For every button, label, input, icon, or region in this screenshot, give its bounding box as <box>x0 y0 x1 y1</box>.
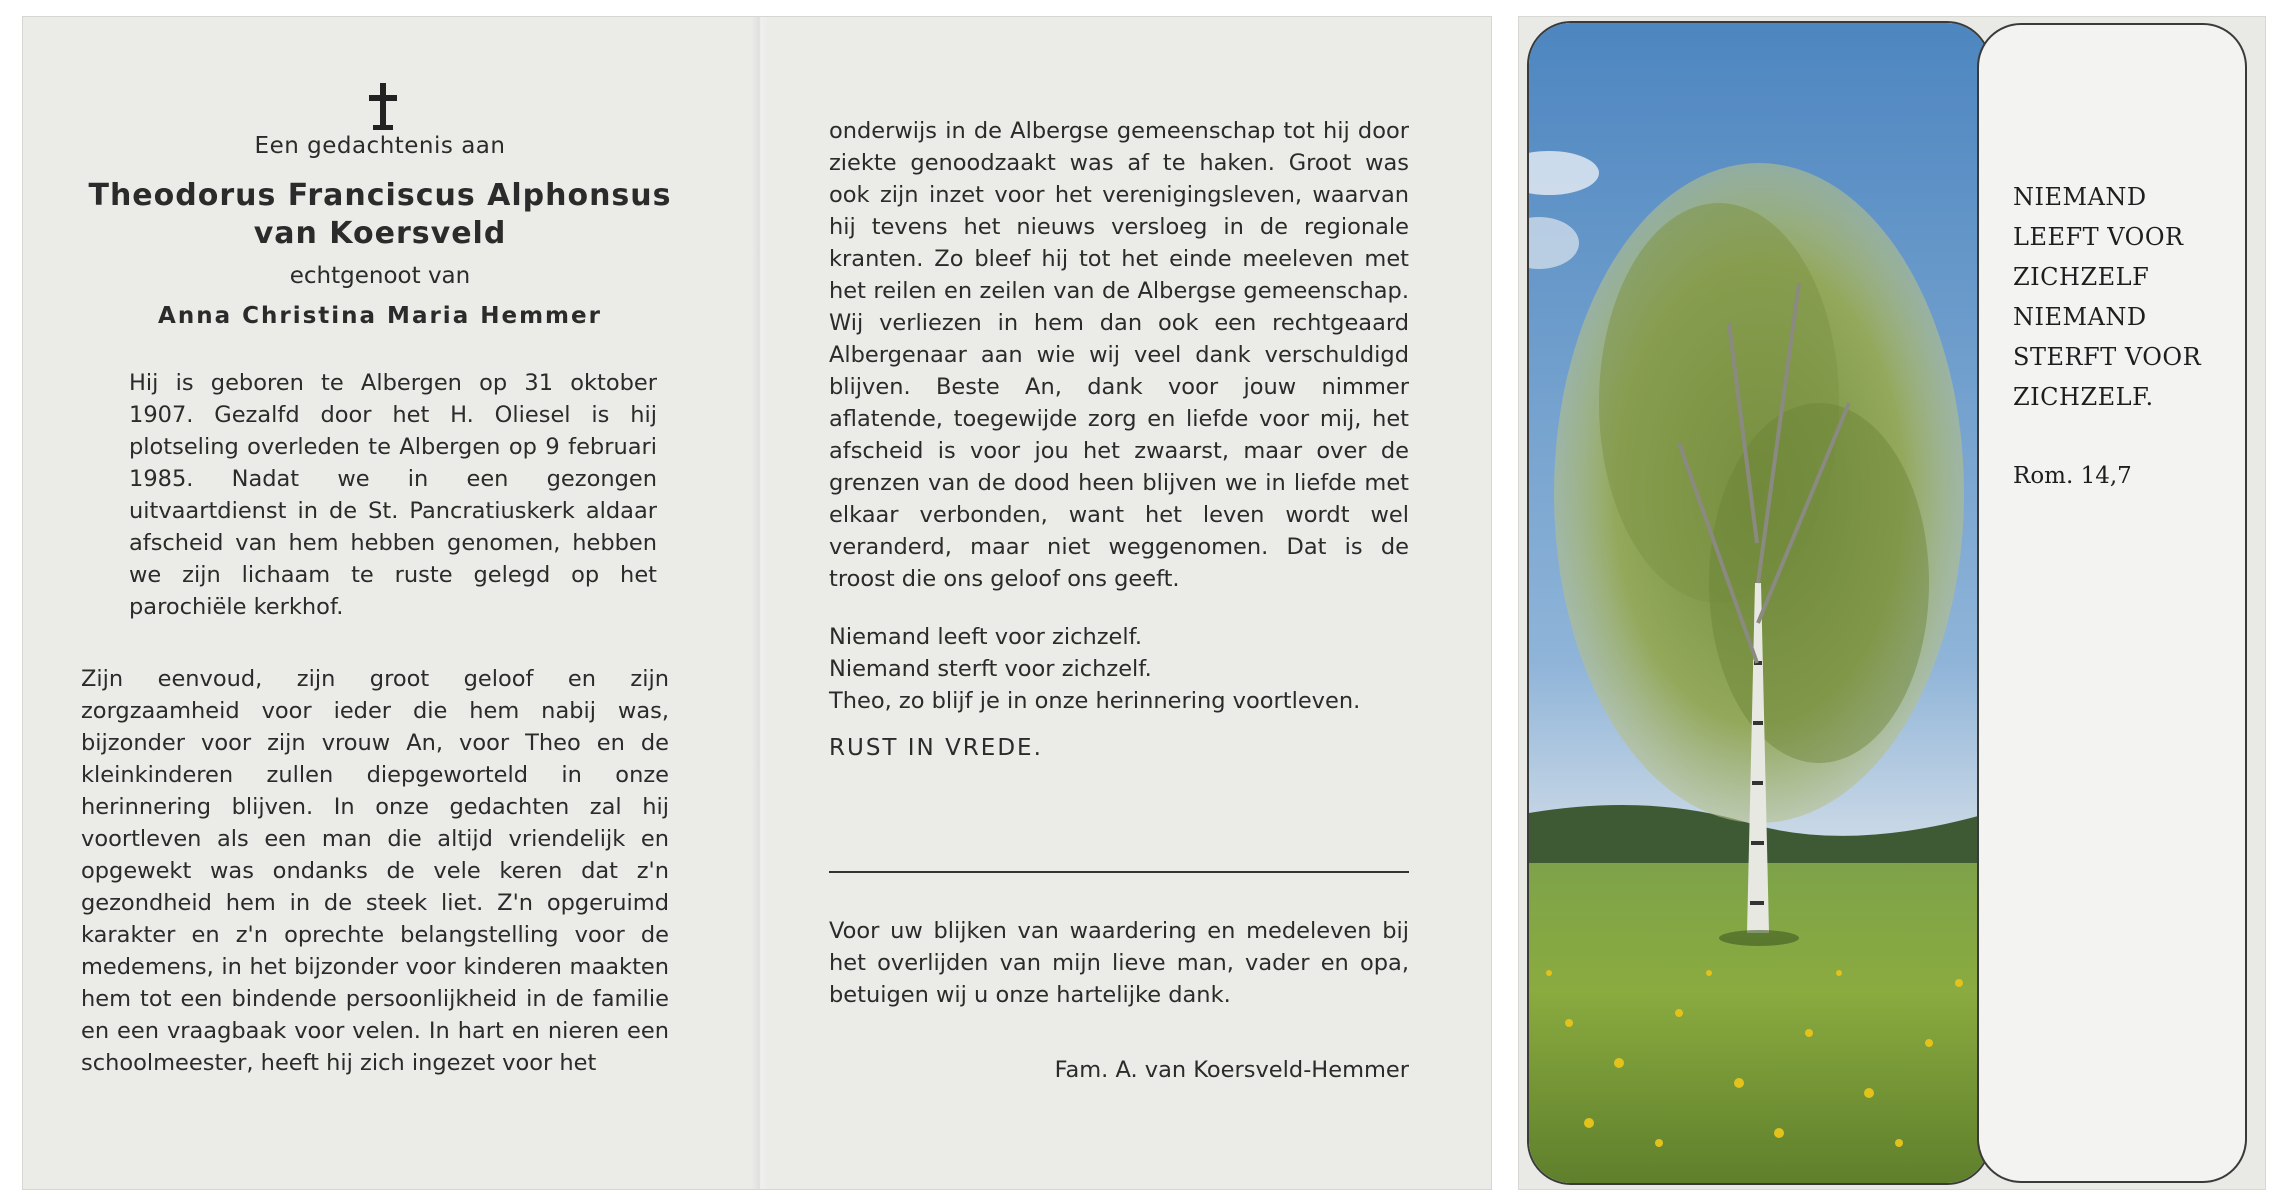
birch-tree-photo <box>1527 21 1991 1185</box>
family-signature: Fam. A. van Koersveld-Hemmer <box>1054 1057 1409 1083</box>
landscape-image <box>1529 23 1989 1183</box>
verse-line: NIEMAND <box>2013 183 2147 211</box>
rust-in-vrede: RUST IN VREDE. <box>829 735 1043 761</box>
verse-reference: Rom. 14,7 <box>2013 463 2132 489</box>
verse-line: NIEMAND <box>2013 303 2147 331</box>
card-fold <box>752 17 768 1189</box>
verse-line: ZICHZELF <box>2013 263 2150 291</box>
biography-paragraph: Hij is geboren te Albergen op 31 oktober 1907. Gezalfd door het H. Oliesel is hij plotseling overleden te Albergen op 9 februari 1985. Nadat we in een gezongen uitvaartdienst in de St. Pancratiuskerk aldaar afscheid van hem hebben genomen, hebben we zijn lichaam te ruste gelegd op het parochiële kerkhof. <box>129 370 657 620</box>
continuation-paragraph: onderwijs in de Albergse gemeenschap tot hij door ziekte genoodzaakt was af te haken. Groot was ook zijn inzet voor het verenigingsleven, waarvan hij tevens het nieuws versloeg in de regionale kranten. Zo bleef hij tot het einde meeleven met het reilen en zeilen van de Albergse gemeenschap. Wij verliezen in hem dan ook een rechtgeaard Albergenaar aan wie wij veel dank verschuldigd blijven. Beste An, dank voor jouw nimmer aflatende, toegewijde zorg en liefde voor mij, het afscheid is voor jou het zwaarst, maar over de grenzen van de dood heen blijven we in liefde met elkaar verbonden, want het leven wordt wel veranderd, maar niet weggenomen. Dat is de troost die ons geloof ons geeft. <box>829 118 1409 592</box>
verse-line: STERFT VOOR <box>2013 343 2202 371</box>
spouse-intro: echtgenoot van <box>289 263 471 289</box>
intro-text: Een gedachtenis aan <box>254 133 506 159</box>
name-line-1: Theodorus Franciscus Alphonsus <box>88 178 672 213</box>
spouse-name: Anna Christina Maria Hemmer <box>158 303 602 329</box>
cross-icon <box>353 77 413 137</box>
verse-panel <box>1977 23 2247 1183</box>
name-line-2: van Koersveld <box>253 216 507 251</box>
remembrance-paragraph: Zijn eenvoud, zijn groot geloof en zijn zorgzaamheid voor ieder die hem nabij was, bijzonder voor zijn vrouw An, voor Theo en de kleinkinderen zullen diepgeworteld in onze herinnering blijven. In onze gedachten zal hij voortleven als een man die altijd vriendelijk en opgewekt was ondanks de vele keren dat z'n gezondheid hem in de steek liet. Z'n opgeruimd karakter en z'n oprechte belangstelling voor de medemens, in het bijzonder voor kinderen maakten hem tot een bindende persoonlijkheid in de familie en een vraagbaak voor velen. In hart en nieren een schoolmeester, heeft hij zich ingezet voor het <box>81 666 669 1076</box>
closing-lines <box>829 621 1409 717</box>
closing-line-3: Theo, zo blijf je in onze herinnering voortleven. <box>829 688 1361 714</box>
memorial-card-inside <box>22 16 1492 1190</box>
memorial-card-outside <box>1518 16 2266 1190</box>
deceased-name <box>81 177 679 253</box>
divider <box>829 871 1409 873</box>
verse-line: LEEFT VOOR <box>2013 223 2184 251</box>
verse-line: ZICHZELF. <box>2013 383 2154 411</box>
closing-line-1: Niemand leeft voor zichzelf. <box>829 624 1143 650</box>
closing-line-2: Niemand sterft voor zichzelf. <box>829 656 1152 682</box>
bible-verse <box>2013 177 2201 417</box>
thanks-paragraph: Voor uw blijken van waardering en medeleven bij het overlijden van mijn lieve man, vader en opa, betuigen wij u onze hartelijke dank. <box>829 918 1409 1008</box>
